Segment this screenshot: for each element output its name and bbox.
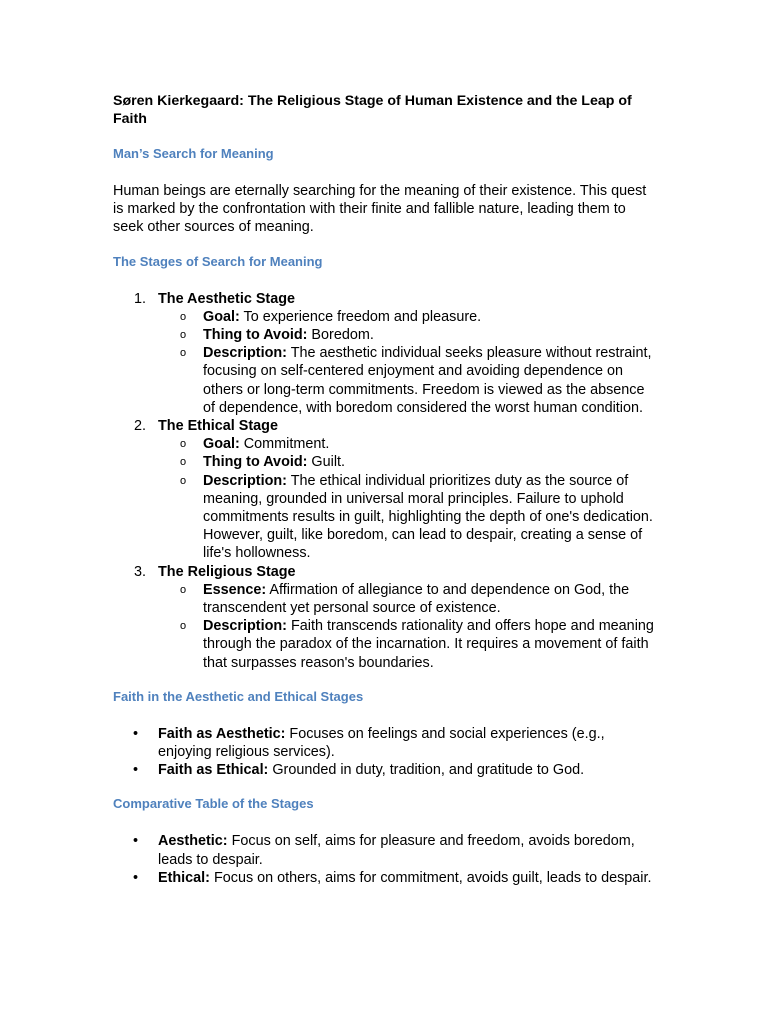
stage-name: The Religious Stage [158,563,296,580]
list-item [113,725,658,761]
stage-detail-item [158,326,658,344]
sub-bullet-marker: o [180,347,187,360]
detail-text: Faith transcends rationality and offers hope and meaning through the paradox of the incarnation. It requires a movement of faith that surpasses reason's boundaries. [203,618,654,671]
sub-bullet-marker: o [180,474,187,487]
item-label: Faith as Ethical: [158,762,269,779]
detail-text: To experience freedom and pleasure. [239,308,482,325]
intro-paragraph: Human beings are eternally searching for the meaning of their existence. This quest is marked by the confrontation with their finite and fallible nature, leading them to seek other sources of meaning. [113,183,647,236]
sub-bullet-marker: o [180,620,187,633]
bullet-marker: • [133,762,139,779]
list-number: 1. [134,290,147,307]
detail-text: Affirmation of allegiance to and dependence on God, the transcendent yet personal source of existence. [203,581,630,617]
document-title: Søren Kierkegaard: The Religious Stage of Human Existence and the Leap of Faith [113,93,632,127]
item-text: Focus on others, aims for commitment, avoids guilt, leads to despair. [209,869,652,886]
stage-detail-item [158,581,658,617]
comparative-list [113,832,658,887]
document-page [113,93,658,887]
sub-bullet-marker: o [180,329,187,342]
detail-text: Commitment. [239,436,330,453]
detail-label: Thing to Avoid: [203,454,308,471]
stage-detail-item [158,344,658,417]
detail-label: Goal: [203,308,240,325]
detail-label: Essence: [203,581,267,598]
detail-text: The aesthetic individual seeks pleasure without restraint, focusing on self-centered enjoyment and avoiding dependence on others or long-term commitments. Freedom is viewed as the absence of dependence, with boredom considered the worst human condition. [203,345,652,416]
bullet-marker: • [133,869,139,886]
item-text: Grounded in duty, tradition, and gratitude to God. [268,762,585,779]
sub-bullet-marker: o [180,583,187,596]
sub-bullet-marker: o [180,438,187,451]
stage-details [158,435,658,562]
detail-label: Description: [203,618,287,635]
section-heading-comparative: Comparative Table of the Stages [113,796,314,812]
sub-bullet-marker: o [180,310,187,323]
detail-text: Boredom. [307,327,374,344]
list-item [113,761,658,779]
section-heading-search-for-meaning: Man’s Search for Meaning [113,146,274,161]
item-text: Focus on self, aims for pleasure and freedom, avoids boredom, leads to despair. [158,833,635,868]
stage-religious [113,563,658,672]
stage-details [158,308,658,417]
stage-detail-item [158,617,658,672]
item-label: Faith as Aesthetic: [158,725,286,742]
stage-name: The Aesthetic Stage [158,290,296,307]
stage-detail-item [158,435,658,453]
list-number: 3. [134,563,147,580]
section-heading-stages: The Stages of Search for Meaning [113,253,323,269]
stages-list [113,290,658,672]
stage-aesthetic [113,290,658,417]
stage-detail-item [158,308,658,326]
section-heading-faith: Faith in the Aesthetic and Ethical Stages [113,688,364,704]
faith-list [113,725,658,780]
detail-label: Goal: [203,436,240,453]
item-text: Focuses on feelings and social experiences (e.g., enjoying religious services). [158,725,605,761]
detail-text: The ethical individual prioritizes duty as the source of meaning, grounded in universal moral principles. Failure to uphold commitments results in guilt, highlighting the depth of one's dedication. However, guilt, like boredom, can lead to despair, creating a sense of life's hollowness. [203,472,653,562]
list-number: 2. [134,418,147,435]
item-label: Ethical: [158,869,210,886]
stage-name: The Ethical Stage [158,418,278,435]
list-item [113,869,658,887]
detail-text: Guilt. [307,454,346,471]
detail-label: Description: [203,345,287,362]
detail-label: Description: [203,472,287,489]
stage-detail-item [158,453,658,471]
list-item [113,832,658,868]
item-label: Aesthetic: [158,833,228,850]
stage-ethical [113,417,658,563]
stage-detail-item [158,472,658,563]
sub-bullet-marker: o [180,456,187,469]
bullet-marker: • [133,833,139,850]
detail-label: Thing to Avoid: [203,327,308,344]
stage-details [158,581,658,672]
bullet-marker: • [133,725,139,742]
